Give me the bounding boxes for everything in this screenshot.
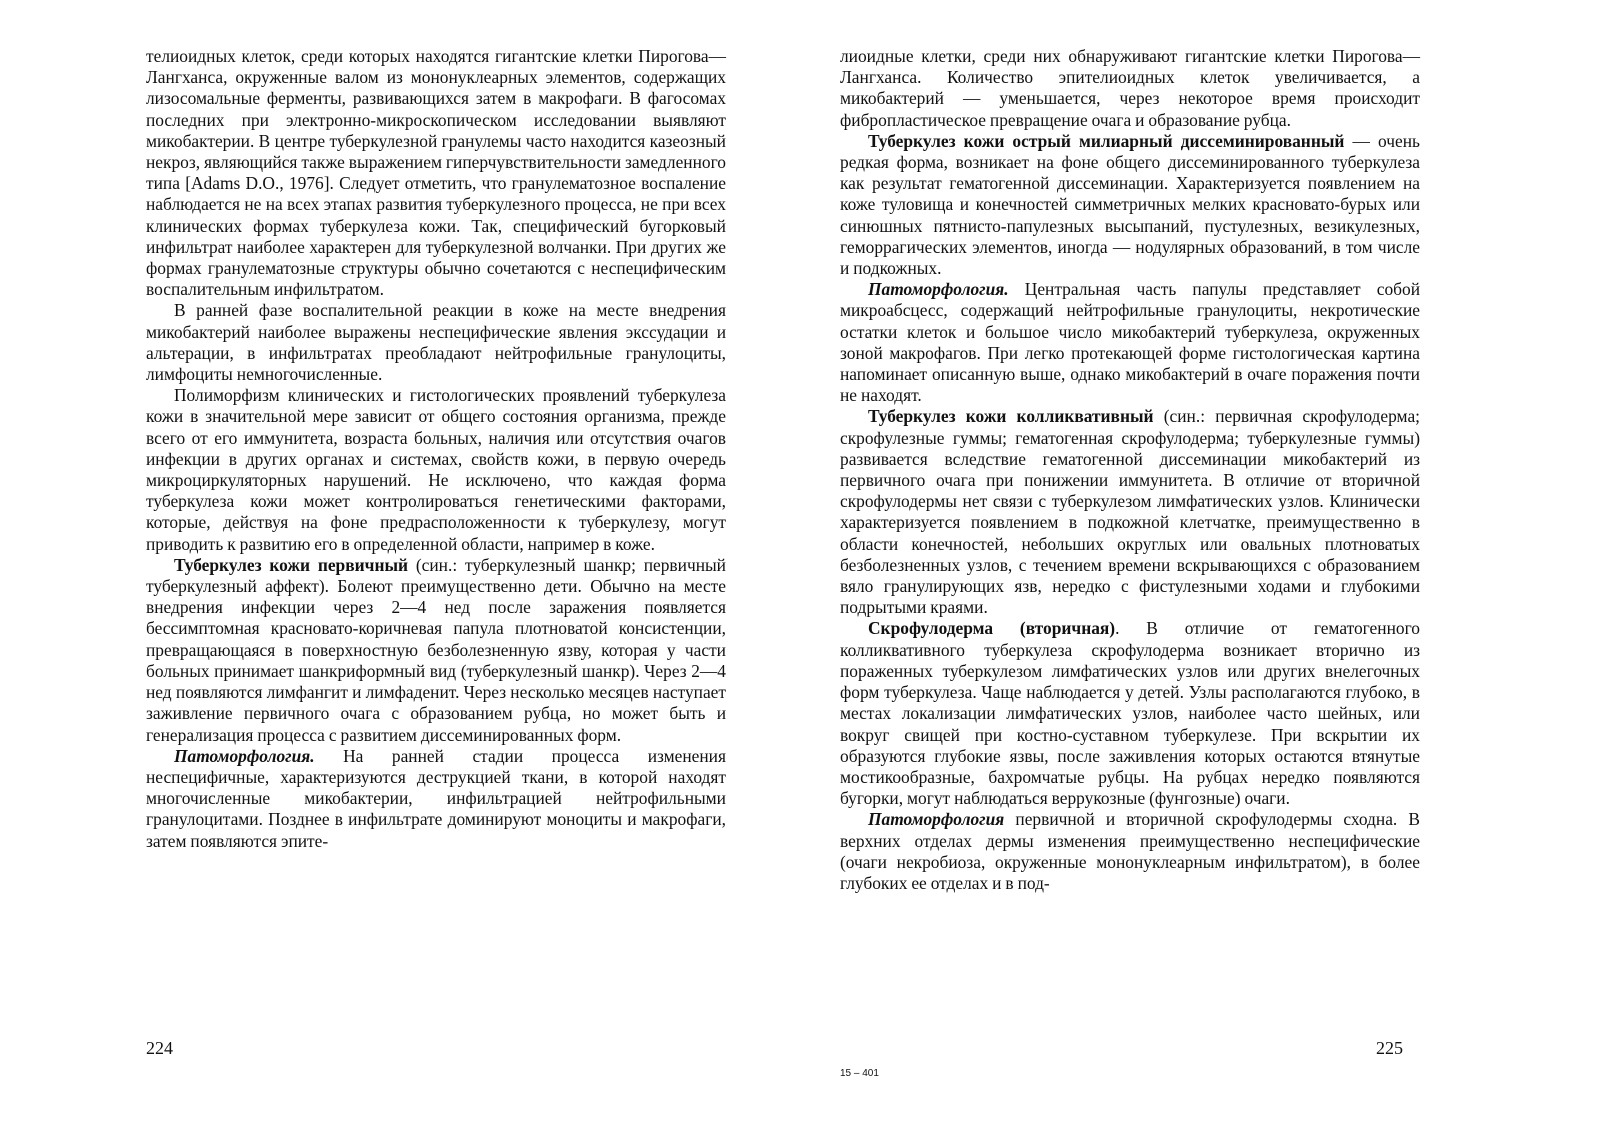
body-text: На ранней стадии процесса изменения неспецифичные, характеризуются деструкцией ткани, в которой находят многочисленные микобактерии, инфильтрацией нейтрофильными гранулоцитами. Позднее в инфильтрате доминируют моноциты и макрофаги, затем появляются эпите- [146, 745, 726, 851]
paragraph [146, 555, 726, 746]
printer-signature-mark: 15 – 401 [840, 1068, 879, 1079]
body-text: . В отличие от гематогенного колликвативного туберкулеза скрофулодерма возникает вторично из пораженных туберкулезом лимфатических узлов или других внелегочных форм туберкулеза. Чаще наблюдается у детей. Узлы располагаются глубоко, в местах локализации лимфатических узлов, наиболее часто шейных, или вокруг свищей при костно-суставном туберкулезе. При вскрытии их образуются глубокие язвы, после заживления которых остаются втянутые мостикообразные, бахромчатые рубцы. На рубцах нередко появляются бугорки, могут наблюдаться веррукозные (фунгозные) очаги. [840, 618, 1420, 809]
body-text: Полиморфизм клинических и гистологических проявлений туберкулеза кожи в значительной мере зависит от общего состояния организма, прежде всего от его иммунитета, возраста больных, наличия или отсутствия очагов инфекции в других органах и системах, свойств кожи, в первую очередь микроциркуляторных нарушений. Не исключено, что каждая форма туберкулеза кожи может контролироваться генетическими факторами, которые, действуя на фоне предрасположенности к туберкулезу, могут приводить к развитию его в определенной области, например в коже. [146, 385, 726, 554]
left-page-text [146, 46, 726, 852]
paragraph [146, 385, 726, 555]
section-term: Туберкулез кожи первичный [174, 554, 409, 575]
paragraph [146, 746, 726, 852]
paragraph [840, 406, 1420, 618]
subsection-label: Патоморфология. [868, 279, 1009, 300]
paragraph [840, 809, 1420, 894]
body-text: Центральная часть папулы представляет собой микроабсцесс, содержащий нейтрофильные гранулоциты, некротические остатки клеток и большое число микобактерий туберкулеза, окруженных зоной макрофагов. При легко протекающей форме гистологическая картина напоминает описанную выше, однако микобактерий в очаге поражения почти не находят. [840, 279, 1420, 406]
subsection-label: Патоморфология [868, 809, 1005, 830]
section-term: Туберкулез кожи колликвативный [868, 406, 1154, 427]
body-text: (син.: туберкулезный шанкр; первичный туберкулезный аффект). Болеют преимущественно дети. Обычно на месте внедрения инфекции через 2—4 нед после заражения появляется бессимптомная красновато-коричневая папула плотноватой консистенции, превращающаяся в поверхностную безболезненную язву, которая у части больных принимает шанкриформный вид (туберкулезный шанкр). Через 2—4 нед появляются лимфангит и лимфаденит. Через несколько месяцев наступает заживление первичного очага с образованием рубца, но может быть и генерализация процесса с развитием диссеминированных форм. [146, 554, 726, 745]
paragraph [146, 300, 726, 385]
paragraph [840, 279, 1420, 406]
right-page-number: 225 [1376, 1038, 1403, 1058]
body-text: — очень редкая форма, возникает на фоне общего диссеминированного туберкулеза как результат гематогенной диссеминации. Характеризуется появлением на коже туловища и конечностей симметричных мелких красновато-бурых или синюшных пятнисто-папулезных высыпаний, пустулезных, везикулезных, геморрагических элементов, иногда — нодулярных образований, в том числе и подкожных. [840, 130, 1420, 279]
body-text: телиоидных клеток, среди которых находятся гигантские клетки Пирогова—Лангханса, окруженные валом из мононуклеарных элементов, содержащих лизосомальные ферменты, развивающихся затем в макрофаги. В фагосомах последних при электронно-микроскопическом исследовании выявляют микобактерии. В центре туберкулезной гранулемы часто находится казеозный некроз, являющийся также выражением гиперчувствительности замедленного типа [Adams D.O., 1976]. Следует отметить, что гранулематозное воспаление наблюдается не на всех этапах развития туберкулезного процесса, не при всех клинических формах туберкулеза кожи. Так, специфический бугорковый инфильтрат наиболее характерен для туберкулезной волчанки. При других же формах гранулематозные структуры обычно сочетаются с неспецифическим воспалительным инфильтратом. [146, 46, 726, 300]
paragraph [840, 46, 1420, 131]
body-text: лиоидные клетки, среди них обнаруживают гигантские клетки Пирогова—Лангханса. Количество эпителиоидных клеток увеличивается, а микобактерий — уменьшается, через некоторое время происходит фибропластическое превращение очага и образование рубца. [840, 46, 1420, 130]
body-text: В ранней фазе воспалительной реакции в коже на месте внедрения микобактерий наиболее выражены неспецифические явления экссудации и альтерации, в инфильтратах преобладают нейтрофильные гранулоциты, лимфоциты немногочисленные. [146, 300, 726, 385]
paragraph [840, 618, 1420, 809]
body-text: (син.: первичная скрофулодерма; скрофулезные гуммы; гематогенная скрофулодерма; туберкулезные гуммы) развивается вследствие гематогенной диссеминации микобактерий из первичного очага при понижении иммунитета. В отличие от вторичной скрофулодермы нет связи с туберкулезом лимфатических узлов. Клинически характеризуется появлением в подкожной клетчатке, преимущественно в области конечностей, небольших округлых или овальных плотноватых безболезненных узлов, с течением времени вскрывающихся с образованием вяло гранулирующих язв, нередко с фистулезными ходами и глубокими подрытыми краями. [840, 406, 1420, 618]
section-term: Скрофулодерма (вторичная) [868, 618, 1116, 639]
paragraph [840, 131, 1420, 279]
right-page-text [840, 46, 1420, 894]
paragraph [146, 46, 726, 300]
subsection-label: Патоморфология. [174, 745, 315, 766]
body-text: первичной и вторичной скрофулодермы сходна. В верхних отделах дермы изменения преимущественно неспецифические (очаги некробиоза, окруженные мононуклеарным инфильтратом), в более глубоких ее отделах и в под- [840, 809, 1420, 893]
left-page-number: 224 [146, 1038, 173, 1058]
section-term: Туберкулез кожи острый милиарный диссеминированный [868, 130, 1345, 151]
